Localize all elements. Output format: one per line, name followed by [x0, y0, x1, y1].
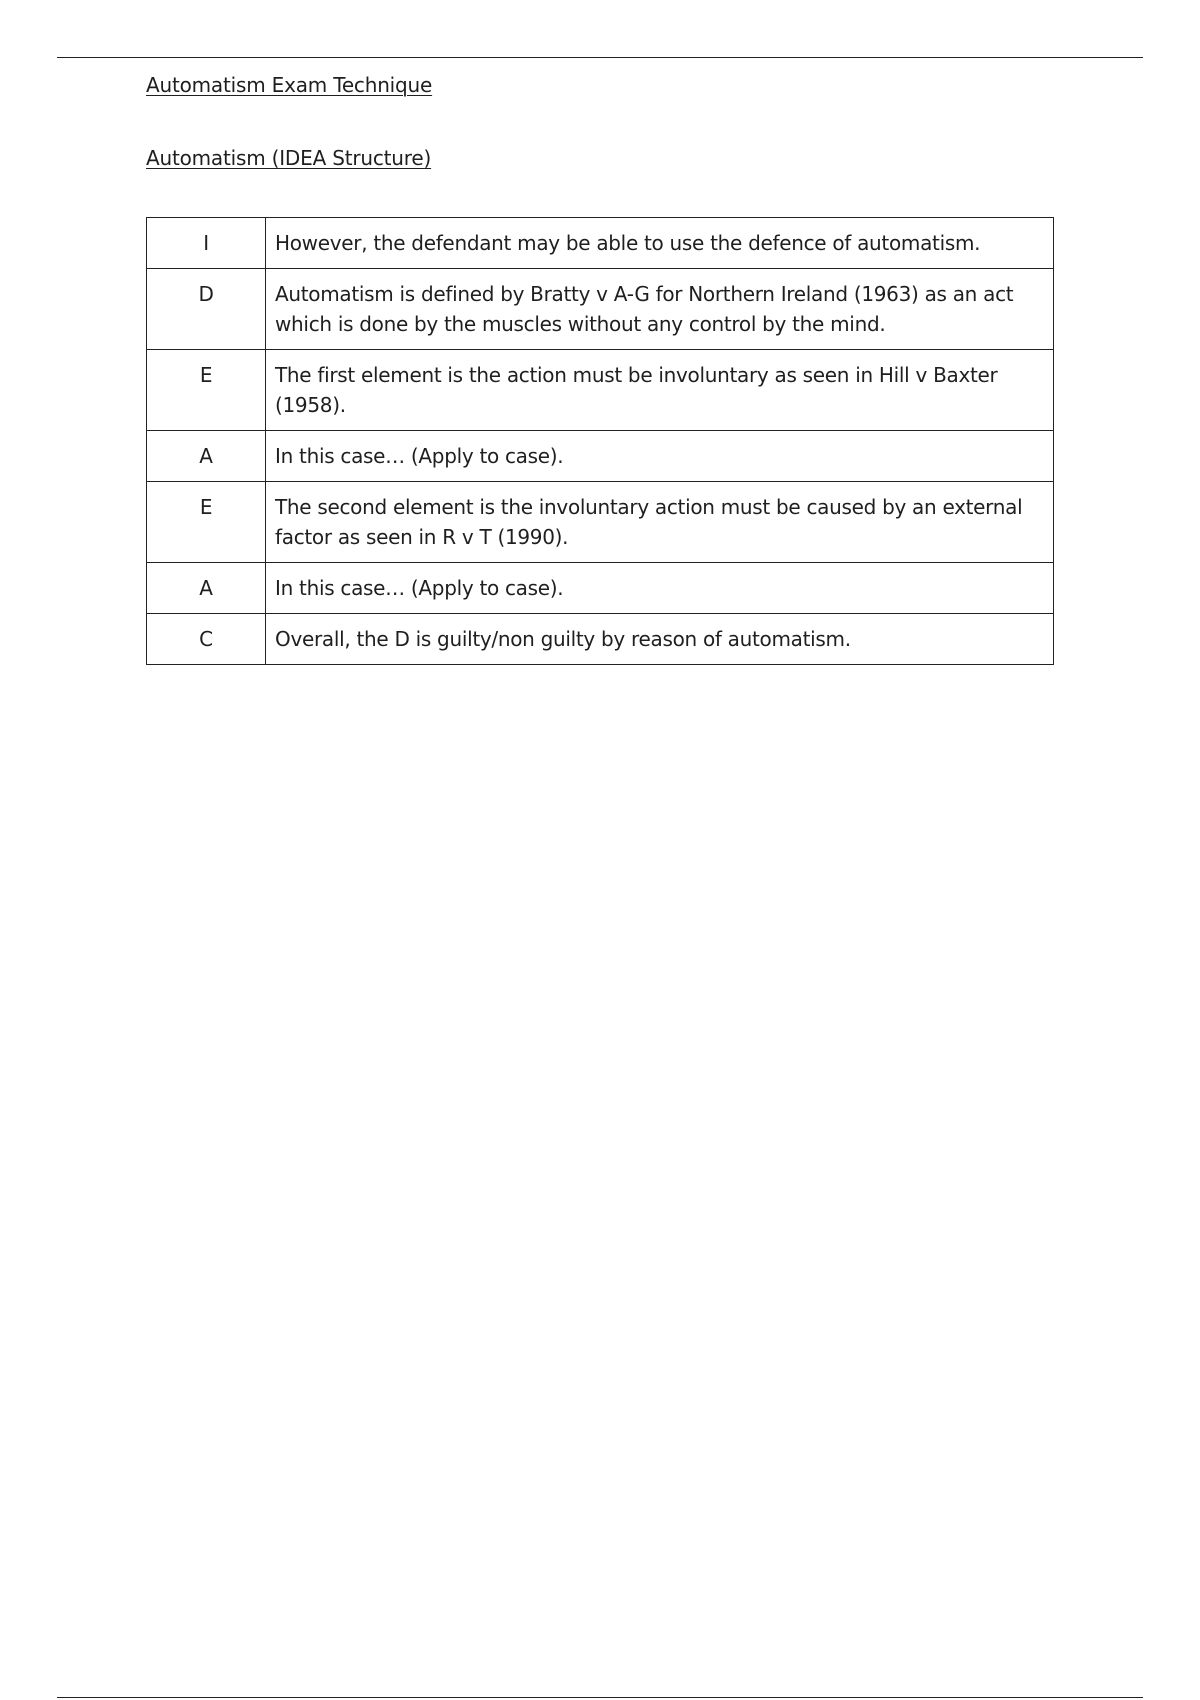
table-row	[147, 482, 1054, 563]
table-row	[147, 350, 1054, 431]
row-text: In this case… (Apply to case).	[266, 563, 1054, 614]
row-text: The first element is the action must be involuntary as seen in Hill v Baxter (1958).	[266, 350, 1054, 431]
section-title: Automatism (IDEA Structure)	[146, 146, 432, 170]
row-letter: A	[147, 431, 266, 482]
row-letter: A	[147, 563, 266, 614]
document-title: Automatism Exam Technique	[146, 73, 433, 97]
row-letter: E	[147, 482, 266, 563]
row-letter: D	[147, 269, 266, 350]
idea-structure-table	[146, 217, 1054, 665]
table-row	[147, 269, 1054, 350]
top-rule	[57, 57, 1143, 58]
row-letter: C	[147, 614, 266, 665]
row-text: In this case… (Apply to case).	[266, 431, 1054, 482]
row-text: Overall, the D is guilty/non guilty by reason of automatism.	[266, 614, 1054, 665]
table-row	[147, 218, 1054, 269]
row-text: The second element is the involuntary action must be caused by an external factor as seen in R v T (1990).	[266, 482, 1054, 563]
row-letter: I	[147, 218, 266, 269]
row-letter: E	[147, 350, 266, 431]
bottom-rule	[57, 1697, 1143, 1698]
row-text: However, the defendant may be able to use the defence of automatism.	[266, 218, 1054, 269]
table-row	[147, 614, 1054, 665]
table-row	[147, 563, 1054, 614]
row-text: Automatism is defined by Bratty v A-G for Northern Ireland (1963) as an act which is done by the muscles without any control by the mind.	[266, 269, 1054, 350]
table-row	[147, 431, 1054, 482]
